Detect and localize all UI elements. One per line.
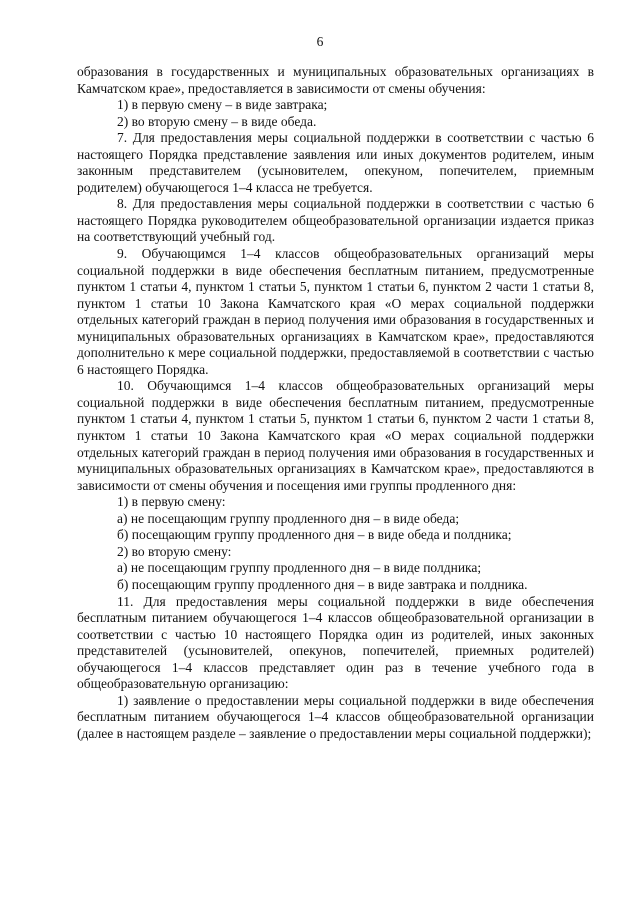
document-body: [77, 64, 594, 742]
list-subitem-b-second-shift: б) посещающим группу продленного дня – в виде завтрака и полдника.: [117, 576, 528, 592]
list-item-application: 1) заявление о предоставлении меры социальной поддержки в виде обеспечения бесплатным питанием обучающегося 1–4 классов общеобразовательной организации (далее в настоящем разделе – заявление о предоставлении меры социальной поддержки);: [77, 692, 594, 741]
list-subitem-a-first-shift: а) не посещающим группу продленного дня – в виде обеда;: [117, 510, 460, 526]
paragraph-continuation: образования в государственных и муниципальных образовательных организациях в Камчатском крае», предоставляется в зависимости от смены обучения:: [77, 64, 594, 96]
list-item-first-shift-heading: 1) в первую смену:: [117, 494, 226, 510]
list-item-second-shift: 2) во вторую смену – в виде обеда.: [117, 113, 317, 129]
paragraph-8: 8. Для предоставления меры социальной поддержки в соответствии с частью 6 настоящего Порядка руководителем общеобразовательной организации издается приказ на соответствующий учебный год.: [77, 196, 594, 245]
list-subitem-a-second-shift: а) не посещающим группу продленного дня – в виде полдника;: [117, 560, 482, 576]
paragraph-7: 7. Для предоставления меры социальной поддержки в соответствии с частью 6 настоящего Порядка представление заявления или иных документов родителем, иным законным представителем (усыновителем, опекуном, попечителем, приемным родителем) обучающегося 1–4 класса не требуется.: [77, 130, 594, 195]
paragraph-11: 11. Для предоставления меры социальной поддержки в виде обеспечения бесплатным питанием обучающегося 1–4 классов общеобразовательной организации в соответствии с частью 10 настоящего Порядка один из родителей, иных законных представителей (усыновителей, опекунов, попечителей, приемных родителей) обучающегося 1–4 классов представляет один раз в течение учебного года в общеобразовательную организацию:: [77, 593, 594, 692]
list-subitem-b-first-shift: б) посещающим группу продленного дня – в виде обеда и полдника;: [117, 527, 512, 543]
paragraph-10: 10. Обучающимся 1–4 классов общеобразовательных организаций меры социальной поддержки в виде обеспечения бесплатным питанием, предусмотренные пунктом 1 статьи 4, пунктом 1 статьи 5, пунктом 1 статьи 6, пунктом 2 части 1 статьи 8, пунктом 1 статьи 10 Закона Камчатского края «О мерах социальной поддержки отдельных категорий граждан в период получения ими образования в государственных и муниципальных образовательных организациях в Камчатском крае», предоставляются в зависимости от смены обучения и посещения ими группы продленного дня:: [77, 378, 594, 493]
list-item-first-shift: 1) в первую смену – в виде завтрака;: [117, 97, 328, 113]
list-item-second-shift-heading: 2) во вторую смену:: [117, 543, 232, 559]
paragraph-9: 9. Обучающимся 1–4 классов общеобразовательных организаций меры социальной поддержки в виде обеспечения бесплатным питанием, предусмотренные пунктом 1 статьи 4, пунктом 1 статьи 5, пунктом 1 статьи 6, пунктом 2 части 1 статьи 8, пунктом 1 статьи 10 Закона Камчатского края «О мерах социальной поддержки отдельных категорий граждан в период получения ими образования в государственных и муниципальных образовательных организациях в Камчатском крае», предоставляются дополнительно к мере социальной поддержки, предоставляемой в соответствии с частью 6 настоящего Порядка.: [77, 246, 594, 377]
page-number: 6: [316, 34, 324, 49]
